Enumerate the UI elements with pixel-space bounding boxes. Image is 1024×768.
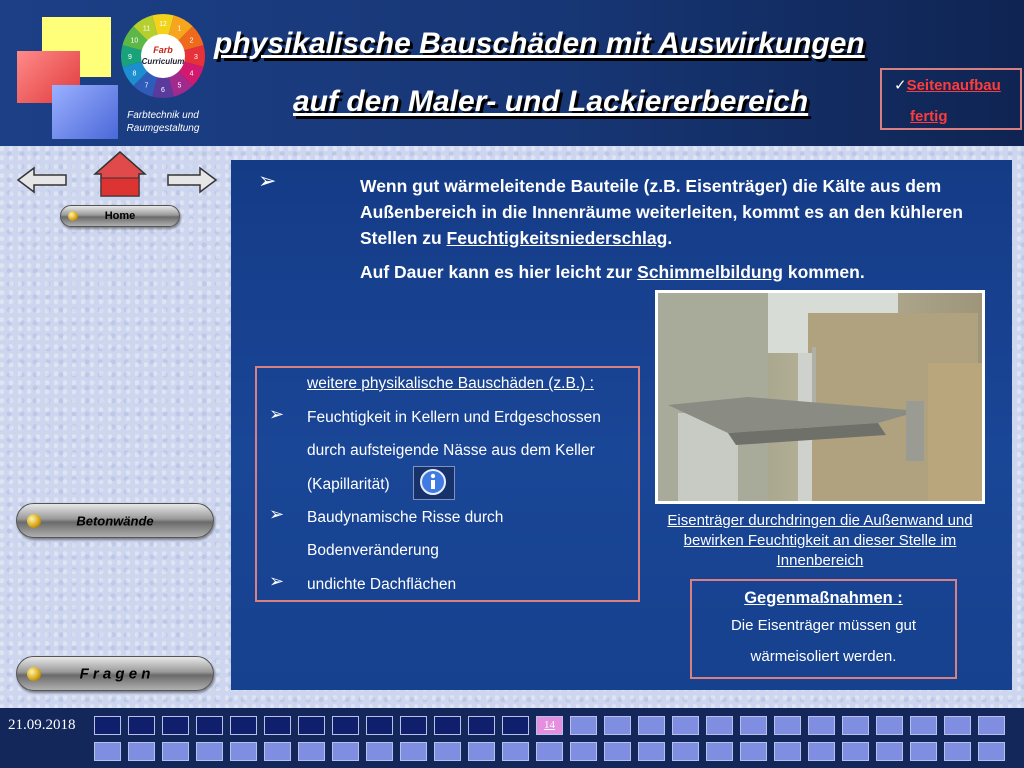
slide-tile[interactable] xyxy=(808,742,835,761)
slide-tile[interactable] xyxy=(264,742,291,761)
item1-line1: Feuchtigkeit in Kellern und Erdgeschossen xyxy=(307,409,601,426)
page-title-line2: auf den Maler- und Lackiererbereich xyxy=(293,85,809,118)
link-feuchtigkeitsniederschlag[interactable]: Feuchtigkeitsniederschlag xyxy=(446,228,668,248)
logo-dial-number: 5 xyxy=(177,82,182,90)
slide-tile[interactable] xyxy=(910,716,937,735)
logo-dial-number: 3 xyxy=(194,54,198,61)
slide-tile[interactable] xyxy=(332,716,359,735)
item2-line1: Baudynamische Risse durch xyxy=(307,509,504,526)
item2-line2: Bodenveränderung xyxy=(307,542,439,559)
slide-tile[interactable] xyxy=(672,742,699,761)
slide-tile[interactable] xyxy=(128,716,155,735)
home-button-label: Home xyxy=(104,210,136,222)
bullet-arrow-icon: ➢ xyxy=(269,504,285,524)
status-link-fertig[interactable]: fertig xyxy=(910,108,948,125)
slide-tile[interactable] xyxy=(400,742,427,761)
slide-tile[interactable] xyxy=(162,716,189,735)
slide-tile[interactable] xyxy=(774,716,801,735)
countermeasure-title: Gegenmaßnahmen : xyxy=(744,589,903,607)
slide-tile[interactable] xyxy=(230,742,257,761)
slide-tile[interactable] xyxy=(298,742,325,761)
slide-tile[interactable] xyxy=(570,742,597,761)
item1-line2: durch aufsteigende Nässe aus dem Keller xyxy=(307,442,595,459)
slide-tile[interactable] xyxy=(808,716,835,735)
active-page-number: 14 xyxy=(544,719,555,731)
fragen-button[interactable] xyxy=(16,656,214,691)
slide-tile[interactable] xyxy=(230,716,257,735)
slide-tile[interactable] xyxy=(502,716,529,735)
page-title-line1: physikalische Bauschäden mit Auswirkungen xyxy=(214,27,865,60)
logo-dial-number: 7 xyxy=(144,82,149,90)
slide-tile[interactable] xyxy=(740,742,767,761)
fragen-button-label: F r a g e n xyxy=(79,665,151,682)
info-icon xyxy=(414,467,452,497)
para1-end: . xyxy=(667,228,673,248)
bullet-arrow-icon: ➢ xyxy=(269,404,285,424)
item3-line1: undichte Dachflächen xyxy=(307,576,457,593)
logo-dial-number: 11 xyxy=(142,25,151,33)
slide-tile[interactable] xyxy=(468,742,495,761)
logo-dial-number: 1 xyxy=(177,25,182,33)
slide-tile[interactable] xyxy=(706,742,733,761)
decor-square-blue xyxy=(52,85,118,139)
link-schimmelbildung[interactable]: Schimmelbildung xyxy=(637,262,784,282)
logo-caption-line1: Farbtechnik und xyxy=(127,110,199,121)
slide-tile[interactable] xyxy=(740,716,767,735)
more-damages-title[interactable]: weitere physikalische Bauschäden (z.B.) : xyxy=(307,375,594,392)
para1-text: Wenn gut wärmeleitende Bauteile (z.B. Eisenträger) die Kälte aus dem Außenbereich in die Innenräume weiterleiten, kommt es an den kühleren Stellen zu xyxy=(360,176,963,248)
countermeasure-line2: wärmeisoliert werden. xyxy=(750,648,897,665)
slide-tile[interactable] xyxy=(196,716,223,735)
para2-end: kommen. xyxy=(783,262,865,282)
slide-tile[interactable] xyxy=(264,716,291,735)
slide-tile-active[interactable] xyxy=(536,716,563,735)
logo-dial-number: 4 xyxy=(189,70,194,78)
logo-caption-line2: Raumgestaltung xyxy=(126,123,200,134)
slide-tile[interactable] xyxy=(94,742,121,761)
slide-tile[interactable] xyxy=(196,742,223,761)
footer-date: 21.09.2018 xyxy=(8,717,76,733)
farb-curriculum-logo xyxy=(112,6,214,142)
arrow-left-icon[interactable] xyxy=(16,165,68,195)
slide-tile[interactable] xyxy=(604,742,631,761)
slide-tile[interactable] xyxy=(978,716,1005,735)
logo-dial-number: 12 xyxy=(159,21,167,28)
slide-tile[interactable] xyxy=(332,742,359,761)
slide-tile[interactable] xyxy=(366,742,393,761)
slide-tile[interactable] xyxy=(536,742,563,761)
status-link-seitenaufbau[interactable]: Seitenaufbau xyxy=(906,77,1001,94)
slide-tile[interactable] xyxy=(672,716,699,735)
slide-tile[interactable] xyxy=(502,742,529,761)
main-paragraph-2 xyxy=(360,259,990,285)
para2-text: Auf Dauer kann es hier leicht zur xyxy=(360,262,638,282)
slide-tile[interactable] xyxy=(604,716,631,735)
status-line1[interactable] xyxy=(894,76,1001,94)
house-icon[interactable] xyxy=(93,150,147,198)
logo-dial-number: 10 xyxy=(130,37,139,45)
slide-tile[interactable] xyxy=(774,742,801,761)
logo-dial-number: 8 xyxy=(132,70,137,78)
logo-dial-number: 6 xyxy=(161,87,165,94)
slide-tile[interactable] xyxy=(876,742,903,761)
steel-beam-photo xyxy=(655,290,985,504)
logo-center-line2: Curriculum xyxy=(141,57,185,66)
slide-tile[interactable] xyxy=(944,716,971,735)
slide-tile[interactable] xyxy=(978,742,1005,761)
logo-dial-number: 2 xyxy=(189,37,194,45)
betonwaende-button-label: Betonwände xyxy=(76,513,154,528)
logo-dial-number: 9 xyxy=(128,54,132,61)
countermeasure-box xyxy=(690,579,957,679)
logo-center-line1: Farb xyxy=(153,45,173,55)
bullet-arrow-icon: ➢ xyxy=(269,571,285,591)
slide-tile[interactable] xyxy=(570,716,597,735)
slide-tile[interactable] xyxy=(298,716,325,735)
slide-tile[interactable] xyxy=(434,716,461,735)
status-box xyxy=(880,68,1022,130)
slide-tile[interactable] xyxy=(876,716,903,735)
home-button[interactable] xyxy=(60,205,180,227)
slide-tile[interactable] xyxy=(706,716,733,735)
more-damages-box xyxy=(255,366,640,602)
info-button[interactable] xyxy=(413,466,455,500)
slide-tile[interactable] xyxy=(162,742,189,761)
slide-tile[interactable] xyxy=(94,716,121,735)
photo-caption[interactable]: Eisenträger durchdringen die Außenwand und bewirken Feuchtigkeit an dieser Stelle im Innenbereich xyxy=(667,512,973,569)
slide-tile[interactable] xyxy=(366,716,393,735)
item1-line3: (Kapillarität) xyxy=(307,476,390,493)
slide-tile[interactable] xyxy=(842,716,869,735)
slide-tile[interactable] xyxy=(842,742,869,761)
bullet-arrow-icon: ➢ xyxy=(258,168,277,193)
slide-tile[interactable] xyxy=(128,742,155,761)
slide-tile[interactable] xyxy=(400,716,427,735)
slide-tile[interactable] xyxy=(910,742,937,761)
betonwaende-button[interactable] xyxy=(16,503,214,538)
checkmark-icon: ✓ xyxy=(894,77,907,94)
arrow-right-icon[interactable] xyxy=(166,165,218,195)
slide-tile[interactable] xyxy=(468,716,495,735)
slide-tile[interactable] xyxy=(638,742,665,761)
countermeasure-line1: Die Eisenträger müssen gut xyxy=(730,617,917,634)
slide-tile[interactable] xyxy=(434,742,461,761)
slide-tile[interactable] xyxy=(638,716,665,735)
main-paragraph-1 xyxy=(360,173,990,251)
slide-tile[interactable] xyxy=(944,742,971,761)
